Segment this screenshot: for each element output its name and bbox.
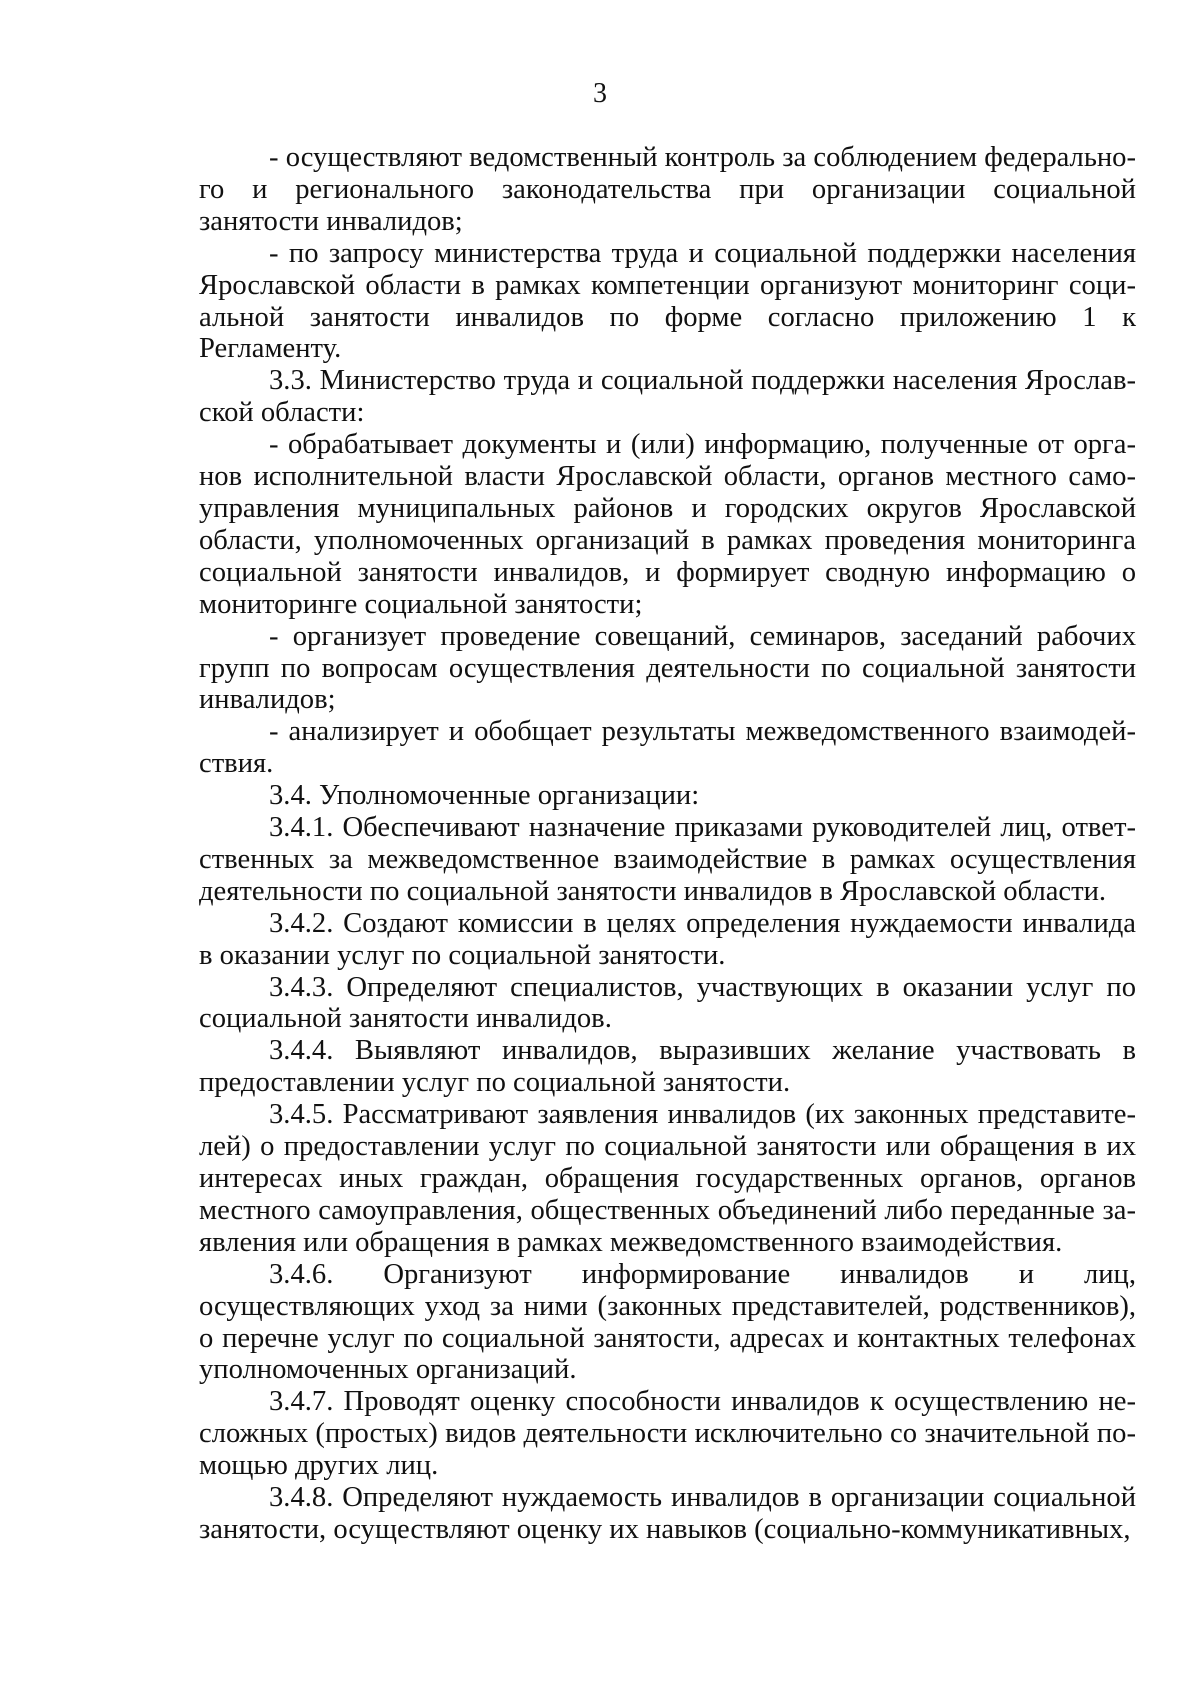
paragraph-processes-documents: - обрабатывает документы и (или) информацию, полученные от органов исполнительной власти Ярославской области, органов местного самоуправления муниципальных районов и городских округов Ярославской области, уполномоченных организаций в рамках проведения мониторинга социальной занятости инвалидов, и формирует сводную информацию о мониторинге социальной занятости; [199,429,1136,620]
paragraph-3-4-4: 3.4.4. Выявляют инвалидов, выразивших желание участвовать в предоставлении услуг по социальной занятости. [199,1035,1136,1099]
page-number: 3 [593,78,607,109]
paragraph-organizes-meetings: - организует проведение совещаний, семинаров, заседаний рабочих групп по вопросам осуществления деятельности по социальной занятости инвалидов; [199,620,1136,716]
paragraph-3-4-7: 3.4.7. Проводят оценку способности инвалидов к осуществлению несложных (простых) видов деятельности исключительно со значительной помощью других лиц. [199,1386,1136,1482]
paragraph-3-4-6: 3.4.6. Организуют информирование инвалидов и лиц, осуществляющих уход за ними (законных представителей, родственников), о перечне услуг по социальной занятости, адресах и контактных телефонах уполномоченных организаций. [199,1258,1136,1386]
paragraph-dept-control: - осуществляют ведомственный контроль за соблюдением федерального и регионального законодательства при организации социальной занятости инвалидов; [199,142,1136,237]
document-body [199,142,1136,1546]
paragraph-3-4-1: 3.4.1. Обеспечивают назначение приказами руководителей лиц, ответственных за межведомственное взаимодействие в рамках осуществления деятельности по социальной занятости инвалидов в Ярославской области. [199,812,1136,907]
paragraph-analyzes-results: - анализирует и обобщает результаты межведомственного взаимодействия. [199,716,1136,780]
paragraph-3-4-2: 3.4.2. Создают комиссии в целях определения нуждаемости инвалида в оказании услуг по социальной занятости. [199,907,1136,971]
paragraph-monitoring-request: - по запросу министерства труда и социальной поддержки населения Ярославской области в рамках компетенции организуют мониторинг социальной занятости инвалидов по форме согласно приложению 1 к Регламенту. [199,237,1136,365]
paragraph-3-4-authorized-orgs: 3.4. Уполномоченные организации: [269,780,700,812]
paragraph-3-4-5: 3.4.5. Рассматривают заявления инвалидов (их законных представителей) о предоставлении услуг по социальной занятости или обращения в их интересах иных граждан, обращения государственных органов, органов местного самоуправления, общественных объединений либо переданные заявления или обращения в рамках межведомственного взаимодействия. [199,1099,1136,1258]
paragraph-3-4-3: 3.4.3. Определяют специалистов, участвующих в оказании услуг по социальной занятости инвалидов. [199,971,1136,1035]
paragraph-3-4-8: 3.4.8. Определяют нуждаемость инвалидов в организации социальной занятости, осуществляют оценку их навыков (социально-коммуникативных, [199,1482,1136,1545]
paragraph-3-3-ministry: 3.3. Министерство труда и социальной поддержки населения Ярославской области: [199,365,1136,429]
